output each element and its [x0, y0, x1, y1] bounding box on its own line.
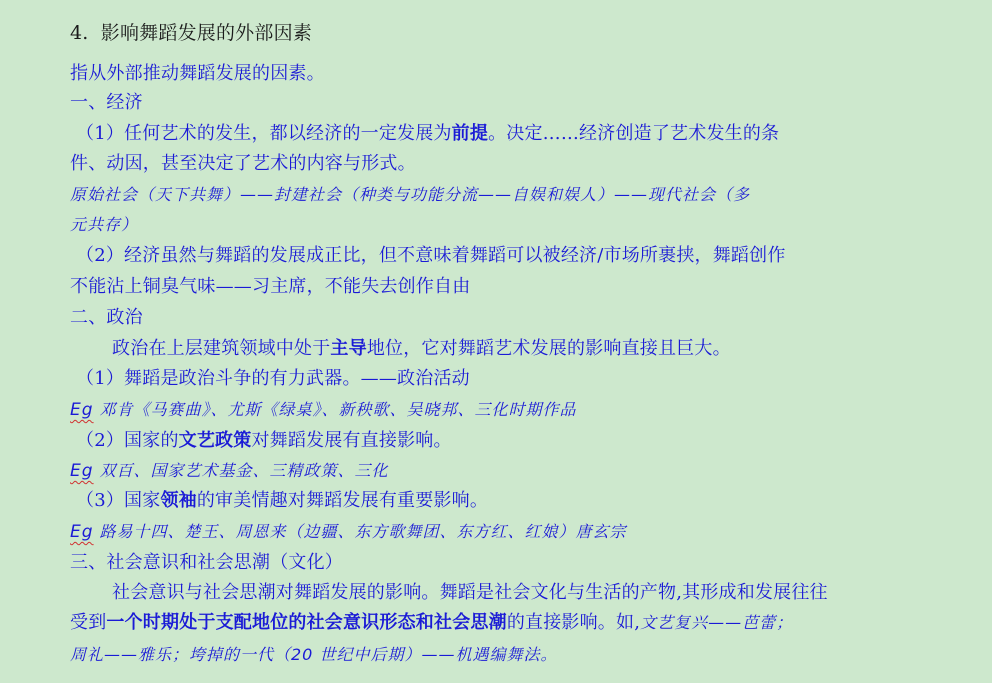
politics-point-2-text-a: （2）国家的 — [76, 430, 179, 451]
politics-example-2 — [70, 458, 389, 484]
section-number: 4. — [70, 22, 89, 44]
politics-example-2-text: 双百、国家艺术基金、三精政策、三化 — [99, 461, 389, 480]
economy-point-1 — [76, 121, 779, 147]
example-label: Eg — [70, 522, 94, 542]
politics-intro-text-a: 政治在上层建筑领域中处于 — [112, 338, 331, 359]
example-label: Eg — [70, 400, 94, 420]
politics-intro-bold: 主导 — [330, 338, 367, 359]
example-label: Eg — [70, 461, 94, 481]
economy-point-1-line-2: 件、动因，甚至决定了艺术的内容与形式。 — [70, 153, 416, 174]
section-title — [70, 20, 312, 46]
politics-example-3-text: 路易十四、楚王、周恩来（边疆、东方歌舞团、东方红、红娘）唐玄宗 — [99, 522, 627, 541]
culture-line-1: 社会意识与社会思潮对舞蹈发展的影响。舞蹈是社会文化与生活的产物,其形成和发展往往 — [112, 582, 828, 603]
politics-heading: 二、政治 — [70, 307, 143, 328]
economy-heading: 一、经济 — [70, 92, 143, 113]
politics-intro-text-b: 地位，它对舞蹈艺术发展的影响直接且巨大。 — [366, 338, 731, 359]
politics-intro — [112, 336, 731, 362]
economy-point-2-line-2: 不能沾上铜臭气味——习主席，不能失去创作自由 — [70, 276, 471, 297]
politics-point-2 — [76, 428, 452, 454]
culture-line-2 — [70, 610, 793, 636]
section-intro: 指从外部推动舞蹈发展的因素。 — [70, 63, 325, 84]
culture-line-2-text-a: 受到 — [70, 612, 107, 633]
politics-point-2-text-b: 对舞蹈发展有直接影响。 — [251, 430, 452, 451]
culture-heading: 三、社会意识和社会思潮（文化） — [70, 552, 343, 573]
section-title-text: 影响舞蹈发展的外部因素 — [100, 22, 312, 44]
culture-handwritten-note: 周礼——雅乐；垮掉的一代（20 世纪中后期）——机遇编舞法。 — [70, 645, 558, 664]
politics-point-1: （1）舞蹈是政治斗争的有力武器。——政治活动 — [76, 368, 470, 389]
politics-point-2-bold: 文艺政策 — [178, 430, 252, 451]
economy-handwritten-note-line-1: 原始社会（天下共舞）——封建社会（种类与功能分流——自娱和娱人）——现代社会（多 — [70, 185, 751, 204]
economy-point-2: （2）经济虽然与舞蹈的发展成正比，但不意味着舞蹈可以被经济/市场所裹挟，舞蹈创作 — [76, 245, 786, 266]
economy-point-1-bold: 前提 — [451, 123, 489, 144]
politics-example-3 — [70, 519, 627, 545]
politics-example-1-text: 邓肯《马赛曲》、尤斯《绿桌》、新秧歌、吴晓邦、三化时期作品 — [99, 400, 577, 419]
politics-example-1 — [70, 397, 577, 423]
politics-point-3 — [76, 488, 488, 514]
economy-point-1-text-b: 。决定……经济创造了艺术发生的条 — [488, 123, 780, 144]
economy-point-1-text-a: （1）任何艺术的发生，都以经济的一定发展为 — [76, 123, 452, 144]
economy-handwritten-note-line-2: 元共存） — [70, 215, 139, 234]
politics-point-3-text-b: 的审美情趣对舞蹈发展有重要影响。 — [196, 490, 489, 511]
culture-line-2-bold: 一个时期处于支配地位的社会意识形态和社会思潮 — [106, 612, 507, 633]
politics-point-3-text-a: （3）国家 — [76, 490, 161, 511]
politics-point-3-bold: 领袖 — [160, 490, 197, 511]
culture-line-2-note: 文艺复兴——芭蕾； — [640, 613, 794, 632]
culture-line-2-text-b: 的直接影响。如, — [506, 612, 641, 633]
